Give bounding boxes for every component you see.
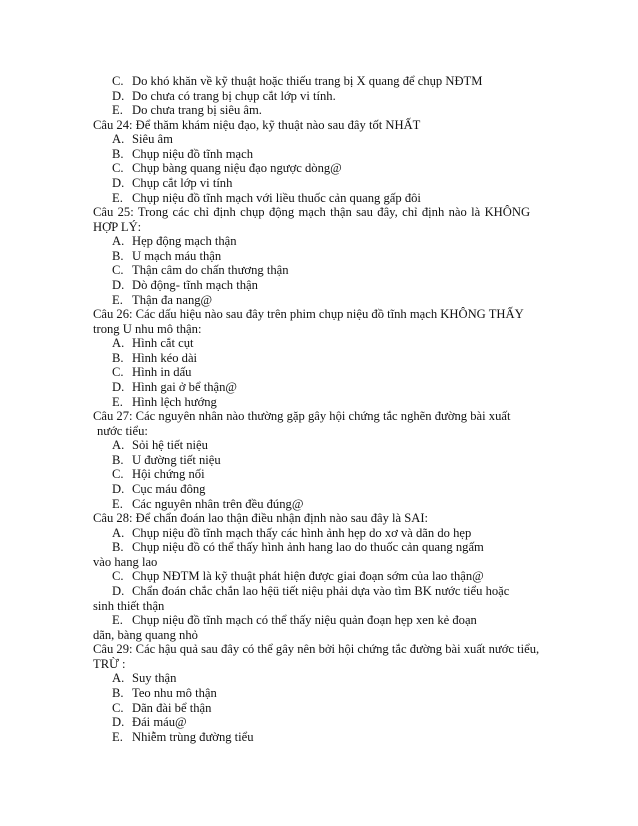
answer-option — [112, 701, 211, 716]
option-text: Hội chứng nối — [132, 467, 205, 482]
option-text: Dò động- tĩnh mạch thận — [132, 277, 258, 292]
option-letter: C. — [112, 365, 124, 380]
option-letter: B. — [112, 452, 124, 467]
answer-option — [112, 263, 289, 278]
answer-option — [112, 584, 509, 599]
option-text: Chụp niệu đồ tĩnh mạch thấy các hình ảnh hẹp do xơ và dãn do hẹp — [132, 525, 472, 540]
option-letter: D. — [112, 583, 125, 598]
option-letter: D. — [112, 481, 125, 496]
answer-option — [112, 234, 237, 249]
option-letter: D. — [112, 379, 125, 394]
option-text: Hình in dấu — [132, 365, 192, 380]
question-text: Câu 29: Các hậu quả sau đây có thể gây nên bởi hội chứng tắc đường bài xuất nước tiểu, — [93, 642, 540, 657]
option-text: Teo nhu mô thận — [132, 685, 217, 700]
answer-option — [112, 351, 197, 366]
question-text: Câu 28: Để chẩn đoán lao thận điều nhận định nào sau đây là SAI: — [93, 511, 429, 526]
option-letter: E. — [112, 613, 123, 628]
answer-option — [112, 380, 237, 395]
answer-option — [112, 132, 173, 147]
option-letter: A. — [112, 525, 125, 540]
answer-option — [112, 438, 208, 453]
question-text: Câu 24: Để thăm khám niệu đạo, kỹ thuật nào sau đây tốt NHẤT — [93, 117, 421, 132]
option-text: Các nguyên nhân trên đều đúng@ — [132, 496, 304, 511]
question-continuation: nước tiểu: — [97, 423, 148, 438]
option-letter: C. — [112, 467, 124, 482]
option-letter: E. — [112, 394, 123, 409]
option-text: Do chưa có trang bị chụp cắt lớp vi tính. — [132, 88, 336, 103]
option-letter: D. — [112, 88, 125, 103]
option-letter: A. — [112, 234, 125, 249]
answer-option — [112, 526, 471, 541]
option-text: Siêu âm — [132, 132, 173, 147]
option-text: Nhiễm trùng đường tiểu — [132, 729, 254, 744]
option-letter: B. — [112, 248, 124, 263]
option-text: Chụp niệu đồ tĩnh mạch có thể thấy niệu quản đoạn hẹp xen kẻ đoạn — [132, 613, 477, 628]
answer-option — [112, 176, 232, 191]
answer-option — [112, 467, 205, 482]
option-letter: C. — [112, 700, 124, 715]
option-letter: B. — [112, 540, 124, 555]
answer-option — [112, 191, 421, 206]
answer-option — [112, 249, 221, 264]
option-text: Dãn đài bể thận — [132, 700, 212, 715]
answer-option — [112, 569, 484, 584]
option-letter: E. — [112, 729, 123, 744]
option-text: Hẹp động mạch thận — [132, 234, 237, 249]
option-letter: A. — [112, 336, 125, 351]
option-text: Chụp niệu đồ có thể thấy hình ảnh hang lao do thuốc cản quang ngấm — [132, 540, 484, 555]
option-text: U đường tiết niệu — [132, 452, 221, 467]
option-text: Thận câm do chấn thương thận — [132, 263, 289, 278]
option-text: Suy thận — [132, 671, 177, 686]
option-letter: A. — [112, 132, 125, 147]
answer-option — [112, 715, 187, 730]
option-text: Hình lệch hướng — [132, 394, 217, 409]
answer-option — [112, 671, 176, 686]
option-text: Đái máu@ — [132, 715, 187, 730]
option-text: Thận đa nang@ — [132, 292, 213, 307]
answer-option — [112, 365, 191, 380]
question-continuation: dãn, bàng quang nhỏ — [93, 627, 198, 642]
option-letter: C. — [112, 263, 124, 278]
option-letter: E. — [112, 190, 123, 205]
option-letter: A. — [112, 438, 125, 453]
answer-option — [112, 497, 303, 512]
answer-option — [112, 482, 205, 497]
answer-option — [112, 540, 484, 555]
option-text: Do chưa trang bị siêu âm. — [132, 103, 262, 118]
option-text: Hình kéo dài — [132, 350, 198, 365]
answer-option — [112, 161, 342, 176]
answer-option — [112, 89, 336, 104]
answer-option — [112, 147, 253, 162]
question-text: Câu 26: Các dấu hiệu nào sau đây trên phim chụp niệu đồ tĩnh mạch KHÔNG THẤY — [93, 307, 524, 322]
answer-option — [112, 613, 477, 628]
option-text: Chẩn đoán chắc chắn lao hệü tiết niệu phải dựa vào tìm BK nước tiểu hoặc — [132, 583, 510, 598]
option-letter: D. — [112, 175, 125, 190]
answer-option — [112, 278, 258, 293]
option-letter: D. — [112, 277, 125, 292]
question-continuation: HỢP LÝ: — [93, 219, 142, 234]
question-text: Câu 27: Các nguyên nhân nào thường gặp gây hội chứng tắc nghẽn đường bài xuất — [93, 409, 511, 424]
option-text: U mạch máu thận — [132, 248, 222, 263]
question-continuation: trong U nhu mô thận: — [93, 321, 202, 336]
answer-option — [112, 293, 212, 308]
answer-option — [112, 686, 217, 701]
option-letter: E. — [112, 496, 123, 511]
option-text: Chụp niệu đồ tĩnh mạch — [132, 146, 254, 161]
answer-option — [112, 336, 194, 351]
answer-option — [112, 730, 254, 745]
option-letter: B. — [112, 685, 124, 700]
option-text: Do khó khăn về kỹ thuật hoặc thiếu trang bị X quang để chụp NĐTM — [132, 74, 483, 88]
option-text: Chụp niệu đồ tĩnh mạch với liều thuốc cản quang gấp đôi — [132, 190, 421, 205]
question-continuation: TRỪ : — [93, 656, 126, 671]
option-letter: C. — [112, 569, 124, 584]
option-text: Chụp cắt lớp vi tính — [132, 175, 233, 190]
option-text: Sỏi hệ tiết niệu — [132, 438, 208, 453]
answer-option — [112, 395, 217, 410]
option-letter: C. — [112, 161, 124, 176]
answer-option — [112, 453, 221, 468]
option-text: Chụp bàng quang niệu đạo ngược dòng@ — [132, 161, 342, 176]
option-text: Hình gai ở bể thận@ — [132, 379, 237, 394]
option-text: Chụp NĐTM là kỹ thuật phát hiện được giai đoạn sớm của lao thận@ — [132, 569, 484, 584]
option-text: Hình cắt cụt — [132, 336, 194, 351]
option-continuation: vào hang lao — [93, 554, 158, 569]
option-letter: E. — [112, 103, 123, 118]
option-letter: C. — [112, 74, 124, 88]
option-letter: D. — [112, 715, 125, 730]
answer-option — [112, 103, 262, 118]
question-text: Câu 25: Trong các chỉ định chụp động mạch thận sau đây, chỉ định nào là KHÔNG — [93, 205, 531, 220]
answer-option — [112, 74, 482, 89]
option-text: Cục máu đông — [132, 481, 206, 496]
option-continuation: sinh thiết thận — [93, 598, 165, 613]
option-letter: E. — [112, 292, 123, 307]
option-letter: B. — [112, 350, 124, 365]
option-letter: B. — [112, 146, 124, 161]
option-letter: A. — [112, 671, 125, 686]
